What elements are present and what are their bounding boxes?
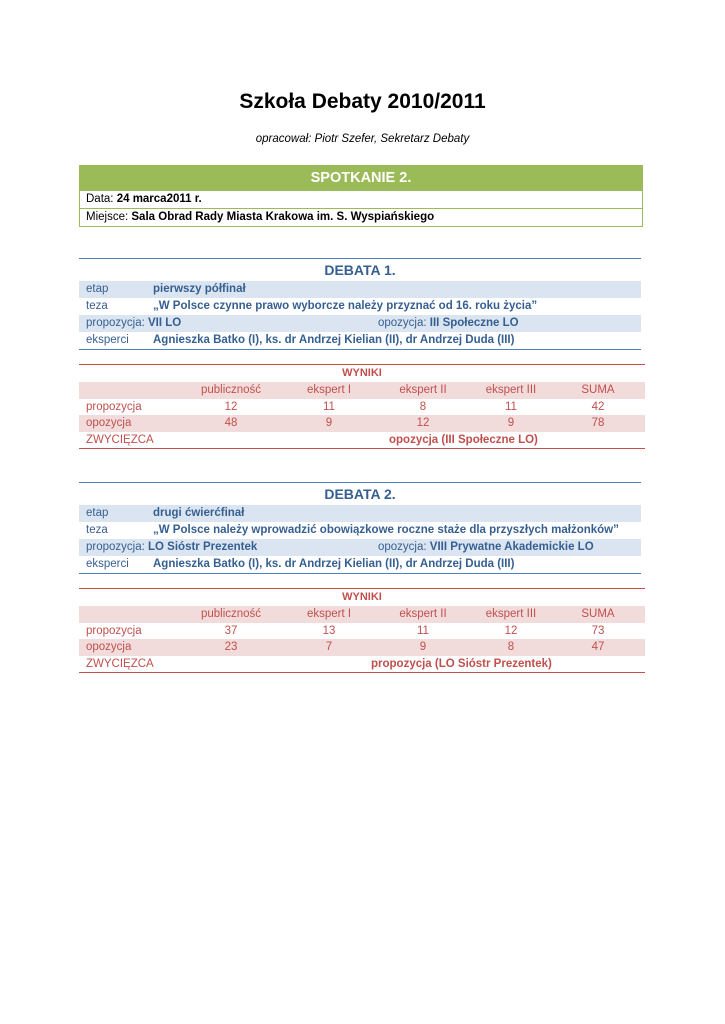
row-label: propozycja — [86, 624, 142, 637]
col-header: publiczność — [200, 384, 262, 396]
etap-label: etap — [86, 283, 109, 295]
score-cell: 9 — [419, 641, 427, 653]
proposition-cell — [86, 315, 181, 332]
row-label: propozycja — [86, 400, 142, 413]
debate-title: DEBATA 1. — [79, 258, 641, 281]
score-cell: 9 — [507, 417, 515, 429]
score-cell: 8 — [507, 641, 515, 653]
etap-value: drugi ćwierćfinał — [153, 507, 245, 519]
proposition-label: propozycja: — [86, 541, 145, 553]
col-header: SUMA — [581, 608, 615, 620]
score-cell: 42 — [591, 400, 605, 413]
etap-row — [79, 281, 641, 298]
opposition-value: III Społeczne LO — [429, 317, 519, 329]
meeting-heading: SPOTKANIE 2. — [80, 166, 642, 190]
sides-row — [79, 539, 641, 556]
results-header-row — [79, 382, 645, 399]
proposition-cell — [86, 539, 257, 556]
meeting-box — [79, 165, 643, 227]
winner-label: ZWYCIĘZCA — [86, 657, 154, 670]
debate-2-info — [79, 482, 641, 574]
score-cell: 12 — [504, 624, 518, 637]
results-row-proposition — [79, 623, 645, 640]
etap-label: etap — [86, 507, 109, 519]
score-cell: 7 — [325, 641, 333, 653]
score-cell: 23 — [224, 641, 238, 653]
debate-1-results — [79, 364, 645, 449]
experts-value: Agnieszka Batko (I), ks. dr Andrzej Kielian (II), dr Andrzej Duda (III) — [153, 334, 515, 346]
results-header-row — [79, 606, 645, 623]
col-header: publiczność — [200, 608, 262, 620]
col-header: ekspert II — [399, 384, 447, 396]
teza-row — [79, 298, 641, 315]
experts-value: Agnieszka Batko (I), ks. dr Andrzej Kielian (II), dr Andrzej Duda (III) — [153, 558, 515, 570]
teza-value: „W Polsce czynne prawo wyborcze należy przyznać od 16. roku życia” — [153, 300, 538, 312]
results-row-proposition — [79, 399, 645, 416]
etap-row — [79, 505, 641, 522]
col-header: ekspert I — [306, 608, 352, 620]
results-row-opposition — [79, 415, 645, 432]
debate-title: DEBATA 2. — [79, 482, 641, 505]
winner-label: ZWYCIĘZCA — [86, 433, 154, 446]
results-winner-row — [79, 432, 645, 450]
opposition-cell — [378, 539, 594, 556]
score-cell: 13 — [322, 624, 336, 637]
score-cell: 8 — [419, 400, 427, 413]
opposition-cell — [378, 315, 519, 332]
debate-2-results — [79, 588, 645, 673]
results-heading: WYNIKI — [79, 588, 645, 606]
sides-row — [79, 315, 641, 332]
experts-label: eksperci — [86, 334, 129, 346]
results-row-opposition — [79, 639, 645, 656]
date-value: 24 marca2011 r. — [116, 193, 202, 205]
score-cell: 73 — [591, 624, 605, 637]
teza-label: teza — [86, 300, 108, 312]
results-heading: WYNIKI — [79, 364, 645, 382]
proposition-value: VII LO — [148, 317, 182, 329]
teza-row — [79, 522, 641, 539]
row-label: opozycja — [86, 417, 132, 429]
col-header: ekspert I — [306, 384, 352, 396]
teza-label: teza — [86, 524, 108, 536]
proposition-label: propozycja: — [86, 317, 145, 329]
col-header: ekspert III — [485, 384, 537, 396]
score-cell: 11 — [323, 400, 335, 413]
experts-row — [79, 556, 641, 574]
proposition-value: LO Sióstr Prezentek — [148, 541, 258, 553]
meeting-place-row — [80, 208, 642, 226]
score-cell: 78 — [591, 417, 605, 429]
document-subtitle: opracował: Piotr Szefer, Sekretarz Debaty — [255, 133, 470, 145]
winner-value: propozycja (LO Sióstr Prezentek) — [371, 657, 552, 670]
experts-row — [79, 332, 641, 350]
col-header: ekspert III — [485, 608, 537, 620]
results-winner-row — [79, 656, 645, 674]
score-cell: 37 — [224, 624, 238, 637]
score-cell: 11 — [417, 624, 429, 637]
opposition-label: opozycja: — [378, 541, 427, 553]
col-header: SUMA — [581, 384, 615, 396]
score-cell: 11 — [505, 400, 517, 413]
etap-value: pierwszy półfinał — [153, 283, 246, 295]
date-label: Data: — [86, 193, 114, 205]
place-value: Sala Obrad Rady Miasta Krakowa im. S. Wyspiańskiego — [131, 211, 435, 223]
opposition-value: VIII Prywatne Akademickie LO — [429, 541, 594, 553]
score-cell: 12 — [416, 417, 430, 429]
row-label: opozycja — [86, 641, 132, 653]
teza-value: „W Polsce należy wprowadzić obowiązkowe roczne staże dla przyszłych małżonków” — [153, 524, 619, 536]
score-cell: 47 — [591, 641, 605, 653]
score-cell: 48 — [224, 417, 238, 429]
meeting-date-row — [80, 190, 642, 208]
place-label: Miejsce: — [86, 211, 129, 223]
winner-value: opozycja (III Społeczne LO) — [389, 433, 538, 446]
score-cell: 9 — [325, 417, 333, 429]
col-header: ekspert II — [399, 608, 447, 620]
score-cell: 12 — [224, 400, 238, 413]
document-title: Szkoła Debaty 2010/2011 — [239, 90, 486, 113]
experts-label: eksperci — [86, 558, 129, 570]
opposition-label: opozycja: — [378, 317, 427, 329]
debate-1-info — [79, 258, 641, 350]
